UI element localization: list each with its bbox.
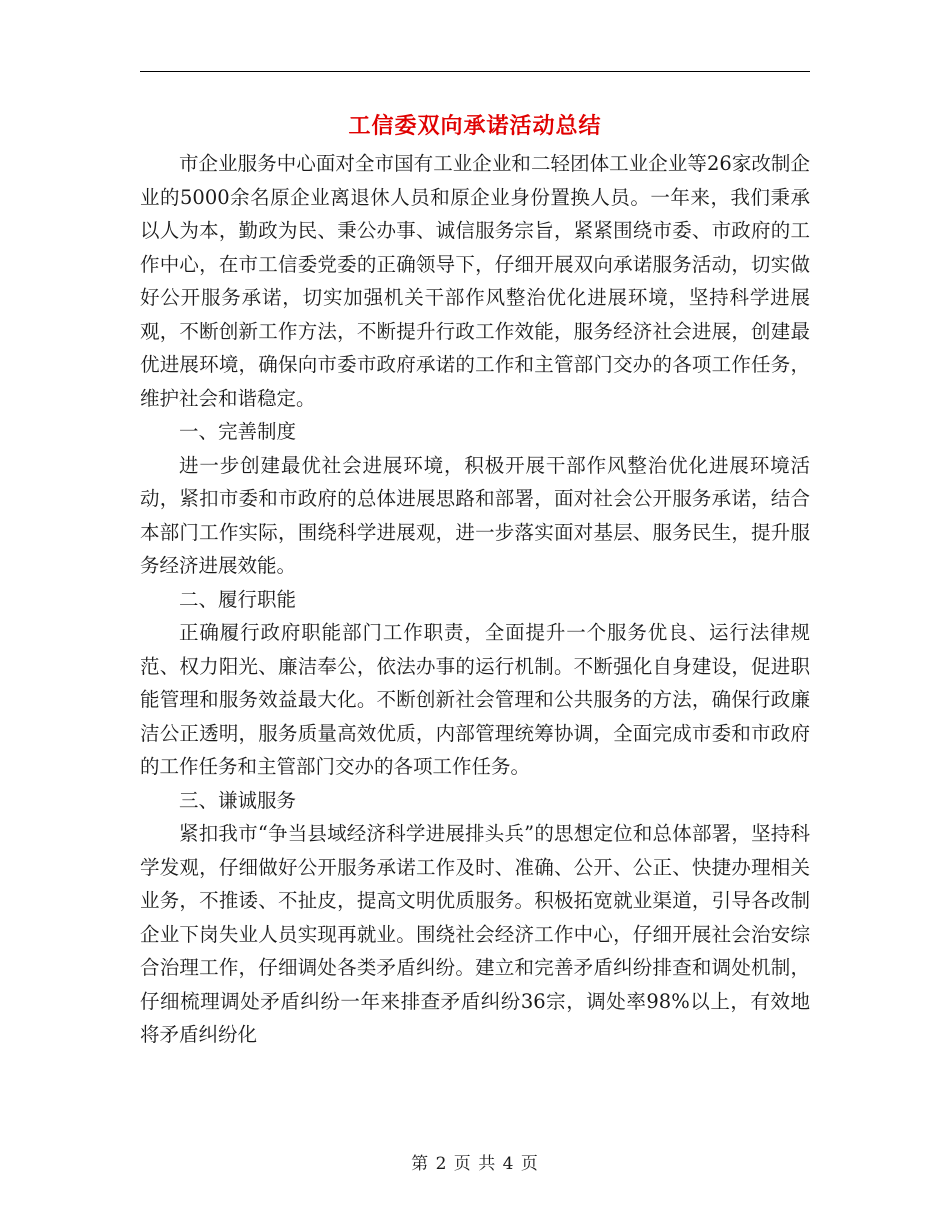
- header-rule: [140, 71, 810, 72]
- paragraph-section-1: 进一步创建最优社会进展环境，积极开展干部作风整治优化进展环境活动，紧扣市委和市政府的总体进展思路和部署，面对社会公开服务承诺，结合本部门工作实际，围绕科学进展观，进一步落实面对基层、服务民生，提升服务经济进展效能。: [140, 453, 810, 577]
- paragraph-section-2: 正确履行政府职能部门工作职责，全面提升一个服务优良、运行法律规范、权力阳光、廉洁奉公，依法办事的运行机制。不断强化自身建设，促进职能管理和服务效益最大化。不断创新社会管理和公共服务的方法，确保行政廉洁公正透明，服务质量高效优质，内部管理统筹协调，全面完成市委和市政府的工作任务和主管部门交办的各项工作任务。: [140, 621, 810, 778]
- paragraph-section-3: 紧扣我市“争当县域经济科学进展排头兵”的思想定位和总体部署，坚持科学发观，仔细做好公开服务承诺工作及时、准确、公开、公正、快捷办理相关业务，不推诿、不扯皮，提高文明优质服务。积极拓宽就业渠道，引导各改制企业下岗失业人员实现再就业。围绕社会经济工作中心，仔细开展社会治安综合治理工作，仔细调处各类矛盾纠纷。建立和完善矛盾纠纷排查和调处机制，仔细梳理调处矛盾纠纷一年来排查矛盾纠纷36宗，调处率98%以上，有效地将矛盾纠纷化: [140, 822, 810, 1046]
- page-number-footer: 第 2 页 共 4 页: [411, 1154, 539, 1174]
- section-heading-1: 一、完善制度: [179, 420, 297, 443]
- document-body: [140, 147, 810, 1052]
- document-title: 工信委双向承诺活动总结: [348, 113, 602, 139]
- section-heading-3: 三、谦诚服务: [179, 788, 297, 812]
- section-heading-2: 二、履行职能: [179, 587, 297, 611]
- paragraph-intro: 市企业服务中心面对全市国有工业企业和二轻团体工业企业等26家改制企业的5000余名原企业离退休人员和原企业身份置换人员。一年来，我们秉承以人为本，勤政为民、秉公办事、诚信服务宗旨，紧紧围绕市委、市政府的工作中心，在市工信委党委的正确领导下，仔细开展双向承诺服务活动，切实做好公开服务承诺，切实加强机关干部作风整治优化进展环境，坚持科学进展观，不断创新工作方法，不断提升行政工作效能，服务经济社会进展，创建最优进展环境，确保向市委市政府承诺的工作和主管部门交办的各项工作任务，维护社会和谐稳定。: [140, 152, 810, 410]
